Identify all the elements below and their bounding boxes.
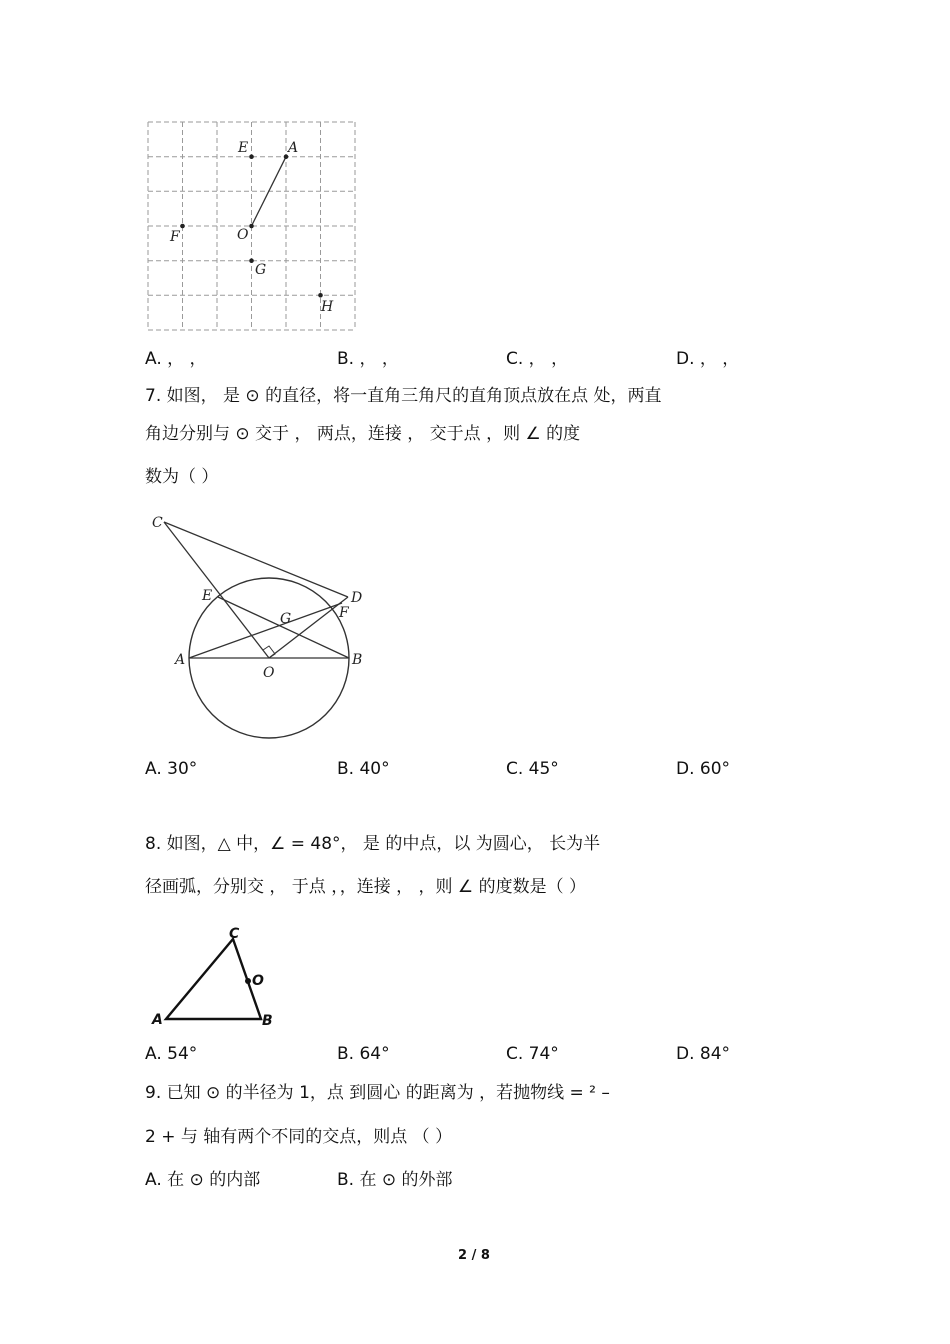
- label-O: O: [252, 973, 264, 989]
- point-O: [249, 224, 254, 229]
- label-C: C: [152, 515, 163, 531]
- q7-line-1: 7. 如图， 是 ⊙ 的直径，将一直角三角尺的直角顶点放在点 处，两直: [145, 386, 662, 406]
- segment-OD: [269, 597, 348, 658]
- label-A: A: [152, 1012, 163, 1028]
- q8-line-1: 8. 如图，△ 中，∠ = 48°， 是 的中点，以 为圆心， 长为半: [145, 834, 601, 854]
- q6-option-b: B. ， ，: [337, 349, 399, 369]
- segment-AF: [189, 603, 342, 658]
- point-H: [318, 293, 323, 298]
- segment-CD: [164, 522, 348, 597]
- q7-line-3: 数为（ ）: [145, 467, 219, 487]
- point-F: [180, 224, 185, 229]
- q9-option-a: A. 在 ⊙ 的内部: [145, 1170, 261, 1190]
- circle-triangle-figure: [140, 505, 390, 750]
- q7-option-d: D. 60°: [676, 759, 731, 779]
- label-D: D: [351, 590, 363, 606]
- label-O: O: [237, 227, 249, 243]
- label-F: F: [170, 229, 180, 245]
- q9-option-b: B. 在 ⊙ 的外部: [337, 1170, 453, 1190]
- label-O: O: [263, 665, 275, 681]
- q8-option-a: A. 54°: [145, 1044, 198, 1064]
- label-B: B: [352, 652, 363, 668]
- label-H: H: [321, 299, 334, 315]
- point-G: [249, 258, 254, 263]
- point-O: [245, 978, 251, 984]
- label-G: G: [255, 262, 267, 278]
- q7-option-a: A. 30°: [145, 759, 198, 779]
- q7-line-2: 角边分别与 ⊙ 交于 ， 两点，连接 ， 交于点 ，则 ∠ 的度: [145, 424, 581, 444]
- q7-option-c: C. 45°: [506, 759, 559, 779]
- q6-option-c: C. ， ，: [506, 349, 569, 369]
- label-E: E: [202, 588, 213, 604]
- label-A: A: [288, 140, 299, 156]
- page-number: 2 / 8: [458, 1248, 490, 1263]
- q9-line-2: 2 + 与 轴有两个不同的交点，则点 （ ）: [145, 1127, 453, 1147]
- q8-option-c: C. 74°: [506, 1044, 559, 1064]
- label-E: E: [238, 140, 249, 156]
- triangle-abc-figure: [145, 922, 285, 1034]
- segment-CO: [164, 522, 269, 658]
- q9-line-1: 9. 已知 ⊙ 的半径为 1，点 到圆心 的距离为 ，若抛物线 = ² –: [145, 1083, 610, 1103]
- q6-option-d: D. ， ，: [676, 349, 740, 369]
- q6-option-a: A. ， ，: [145, 349, 207, 369]
- label-B: B: [262, 1013, 273, 1029]
- grid-figure: [140, 115, 370, 340]
- label-A: A: [175, 652, 186, 668]
- q7-option-b: B. 40°: [337, 759, 390, 779]
- label-F: F: [339, 605, 349, 621]
- label-G: G: [280, 611, 292, 627]
- q8-option-d: D. 84°: [676, 1044, 731, 1064]
- q8-line-2: 径画弧，分别交 ， 于点 ，，连接 ， ，则 ∠ 的度数是（ ）: [145, 877, 586, 897]
- q8-option-b: B. 64°: [337, 1044, 390, 1064]
- label-C: C: [229, 926, 240, 942]
- point-E: [249, 154, 254, 159]
